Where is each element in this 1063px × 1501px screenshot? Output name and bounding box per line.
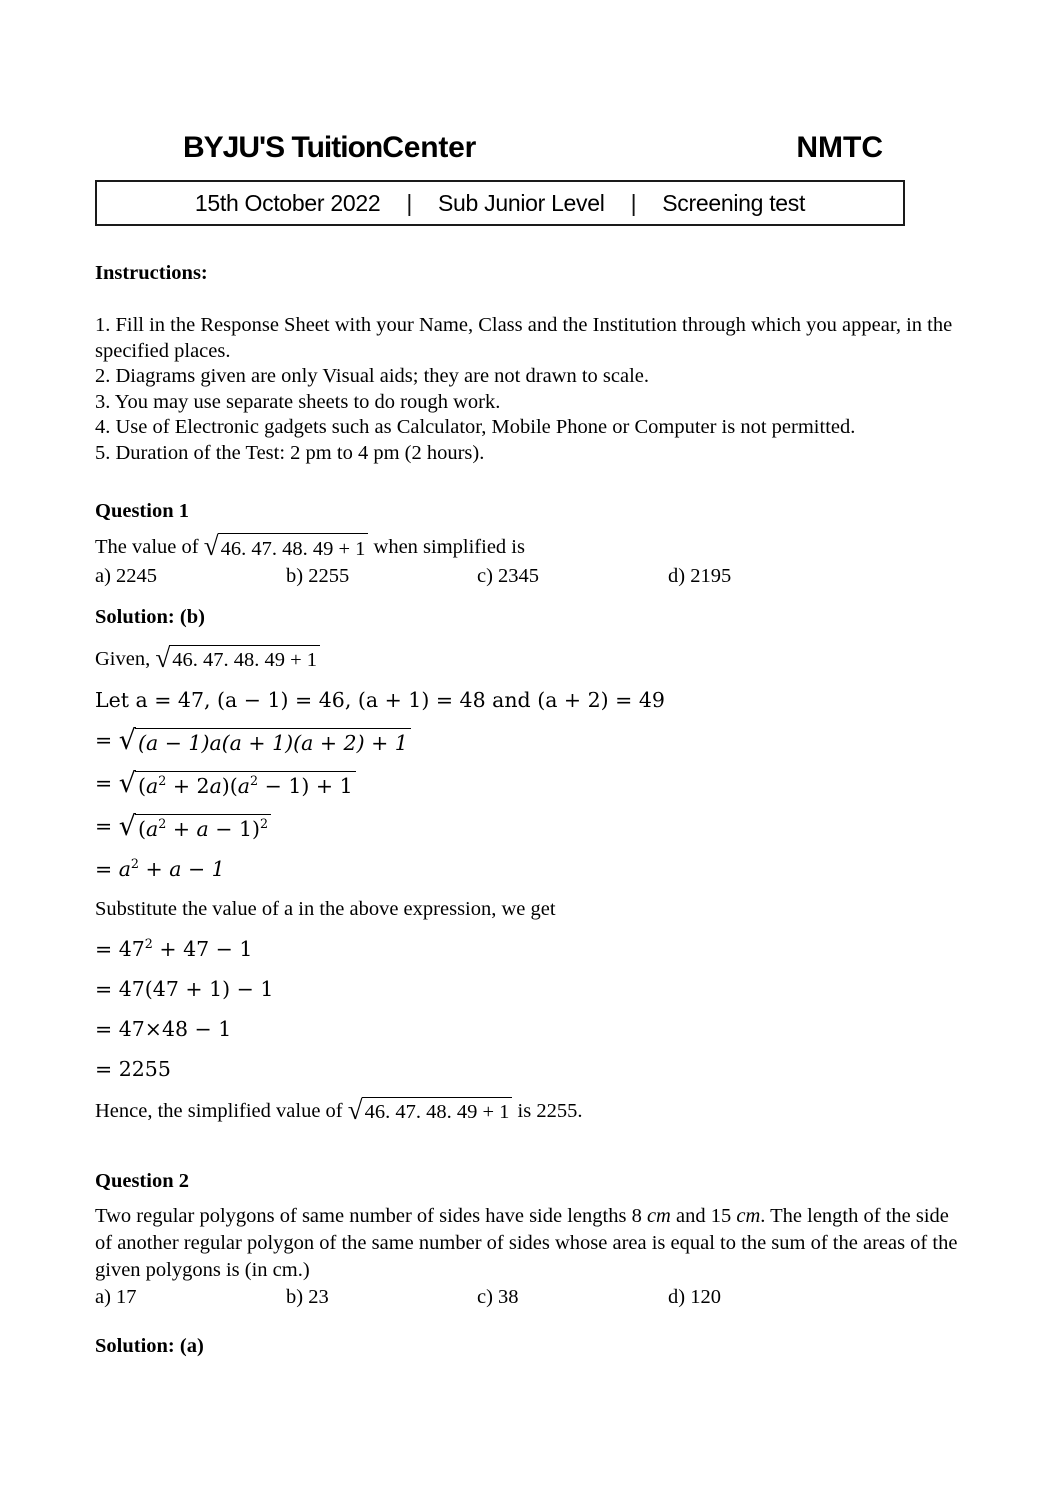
solution-1-step-3 [95, 811, 963, 843]
question-1-stem [95, 533, 963, 563]
question-2-text-part-3: . The length of the side of another regular polygon of the same number of sides whose area is equal to the sum of the areas of the given polygons is (in cm.) [95, 1205, 958, 1281]
exam-date: 15th October 2022 [194, 189, 381, 216]
exam-level: Sub Junior Level [438, 189, 605, 216]
question-1-stem-after: when simplified is [373, 536, 525, 558]
radical-sign-icon: √ [118, 811, 136, 843]
given-label: Given, [95, 648, 151, 670]
solution-1-step-2 [95, 768, 963, 800]
step-2-prefix: = [95, 771, 113, 795]
exponent: 2 [144, 936, 153, 952]
option-d[interactable]: d) 120 [668, 1286, 721, 1308]
solution-1-substitute-line: Substitute the value of a in the above expression, we get [95, 898, 556, 920]
question-2-text-part-2: and 15 [670, 1205, 737, 1227]
solution-1-step-6: = 47(47 + 1) − 1 [95, 977, 274, 1001]
sqrt-expression-step-3 [118, 811, 271, 843]
conclusion-before: Hence, the simplified value of [95, 1100, 343, 1122]
solution-1-step-7: = 47×48 − 1 [95, 1017, 232, 1041]
option-b[interactable]: b) 23 [286, 1286, 329, 1308]
step-5-tail: + 47 − 1 [152, 937, 253, 961]
meta-separator-2: | [630, 189, 637, 216]
question-2-unit-1: cm [646, 1205, 671, 1227]
radical-sign-icon: √ [118, 725, 136, 757]
brand-title-suffix: Center [382, 131, 477, 164]
solution-1-step-5 [95, 937, 963, 961]
question-2-heading: Question 2 [95, 1170, 189, 1192]
sqrt-expression-stem [204, 533, 369, 563]
instruction-item-4: 4. Use of Electronic gadgets such as Calculator, Mobile Phone or Computer is not permitted. [95, 416, 856, 438]
solution-1-let-line: Let a = 47, (a − 1) = 46, (a + 1) = 48 and (a + 2) = 49 [95, 688, 665, 712]
exam-test-type: Screening test [662, 189, 806, 216]
option-b[interactable]: b) 2255 [286, 565, 350, 587]
document-body [95, 262, 963, 1358]
exam-code: NMTC [796, 131, 883, 164]
exponent: 2 [158, 773, 167, 789]
exponent: 2 [130, 856, 140, 872]
option-a[interactable]: a) 17 [95, 1286, 137, 1308]
sqrt-expression-conclusion [348, 1097, 513, 1124]
sqrt-expression-step-1 [118, 725, 411, 757]
option-c[interactable]: c) 38 [477, 1286, 519, 1308]
step-3-prefix: = [95, 814, 113, 838]
brand-title-prefix: BYJU'S Tuition [183, 131, 383, 164]
option-c[interactable]: c) 2345 [477, 565, 540, 587]
outer-exponent: 2 [260, 816, 269, 832]
exam-meta-box [95, 180, 905, 226]
radical-sign-icon: √ [155, 643, 171, 674]
question-2-solution-heading: Solution: (a) [95, 1335, 204, 1357]
option-d[interactable]: d) 2195 [668, 565, 732, 587]
question-2-unit-2: cm [736, 1205, 761, 1227]
step-4-head: = a [95, 857, 131, 881]
question-1-stem-before: The value of [95, 536, 199, 558]
solution-1-conclusion [95, 1097, 963, 1124]
step-4-tail: + a − 1 [139, 857, 225, 881]
radical-sign-icon: √ [347, 1095, 363, 1126]
solution-1-step-1 [95, 725, 963, 757]
radical-sign-icon: √ [118, 768, 136, 800]
instruction-item-5: 5. Duration of the Test: 2 pm to 4 pm (2 hours). [95, 441, 485, 464]
brand-title [183, 131, 476, 165]
question-2-stem [95, 1203, 963, 1284]
instruction-item-1: 1. Fill in the Response Sheet with your Name, Class and the Institution through which you appear, in the specified places. [95, 314, 953, 362]
question-1-solution-heading: Solution: (b) [95, 606, 205, 628]
exponent: 2 [158, 816, 167, 832]
instruction-item-2: 2. Diagrams given are only Visual aids; they are not drawn to scale. [95, 365, 650, 387]
radical-sign-icon: √ [203, 531, 219, 562]
step-5-head: = 47 [95, 937, 145, 961]
question-2-text-part-1: Two regular polygons of same number of sides have side lengths 8 [95, 1205, 647, 1227]
meta-separator-1: | [406, 189, 413, 216]
option-a[interactable]: a) 2245 [95, 565, 158, 587]
instruction-item-3: 3. You may use separate sheets to do rough work. [95, 390, 501, 413]
sqrt-radicand: (a − 1)a(a + 1)(a + 2) + 1 [135, 728, 411, 755]
sqrt-radicand: 46. 47. 48. 49 + 1 [218, 533, 369, 563]
conclusion-after: is 2255. [517, 1100, 583, 1122]
sqrt-radicand: 46. 47. 48. 49 + 1 [362, 1097, 513, 1124]
question-2-options [95, 1284, 963, 1311]
solution-1-given-line [95, 645, 963, 672]
step-1-prefix: = [95, 728, 113, 752]
exponent: 2 [250, 773, 259, 789]
question-1-heading: Question 1 [95, 500, 189, 522]
sqrt-radicand: $(a^2 + a - 1)^2$ [135, 814, 271, 841]
sqrt-expression-step-2 [118, 768, 356, 800]
document-header [95, 125, 905, 171]
instructions-heading: Instructions: [95, 262, 208, 284]
sqrt-expression-given [155, 645, 320, 672]
question-1-options [95, 563, 963, 590]
solution-1-step-8: = 2255 [95, 1057, 171, 1081]
sqrt-radicand: 46. 47. 48. 49 + 1 [169, 645, 320, 672]
sqrt-radicand: $(a^2 + 2a)(a^2 - 1) + 1$ [135, 771, 356, 798]
solution-1-step-4 [95, 857, 963, 881]
